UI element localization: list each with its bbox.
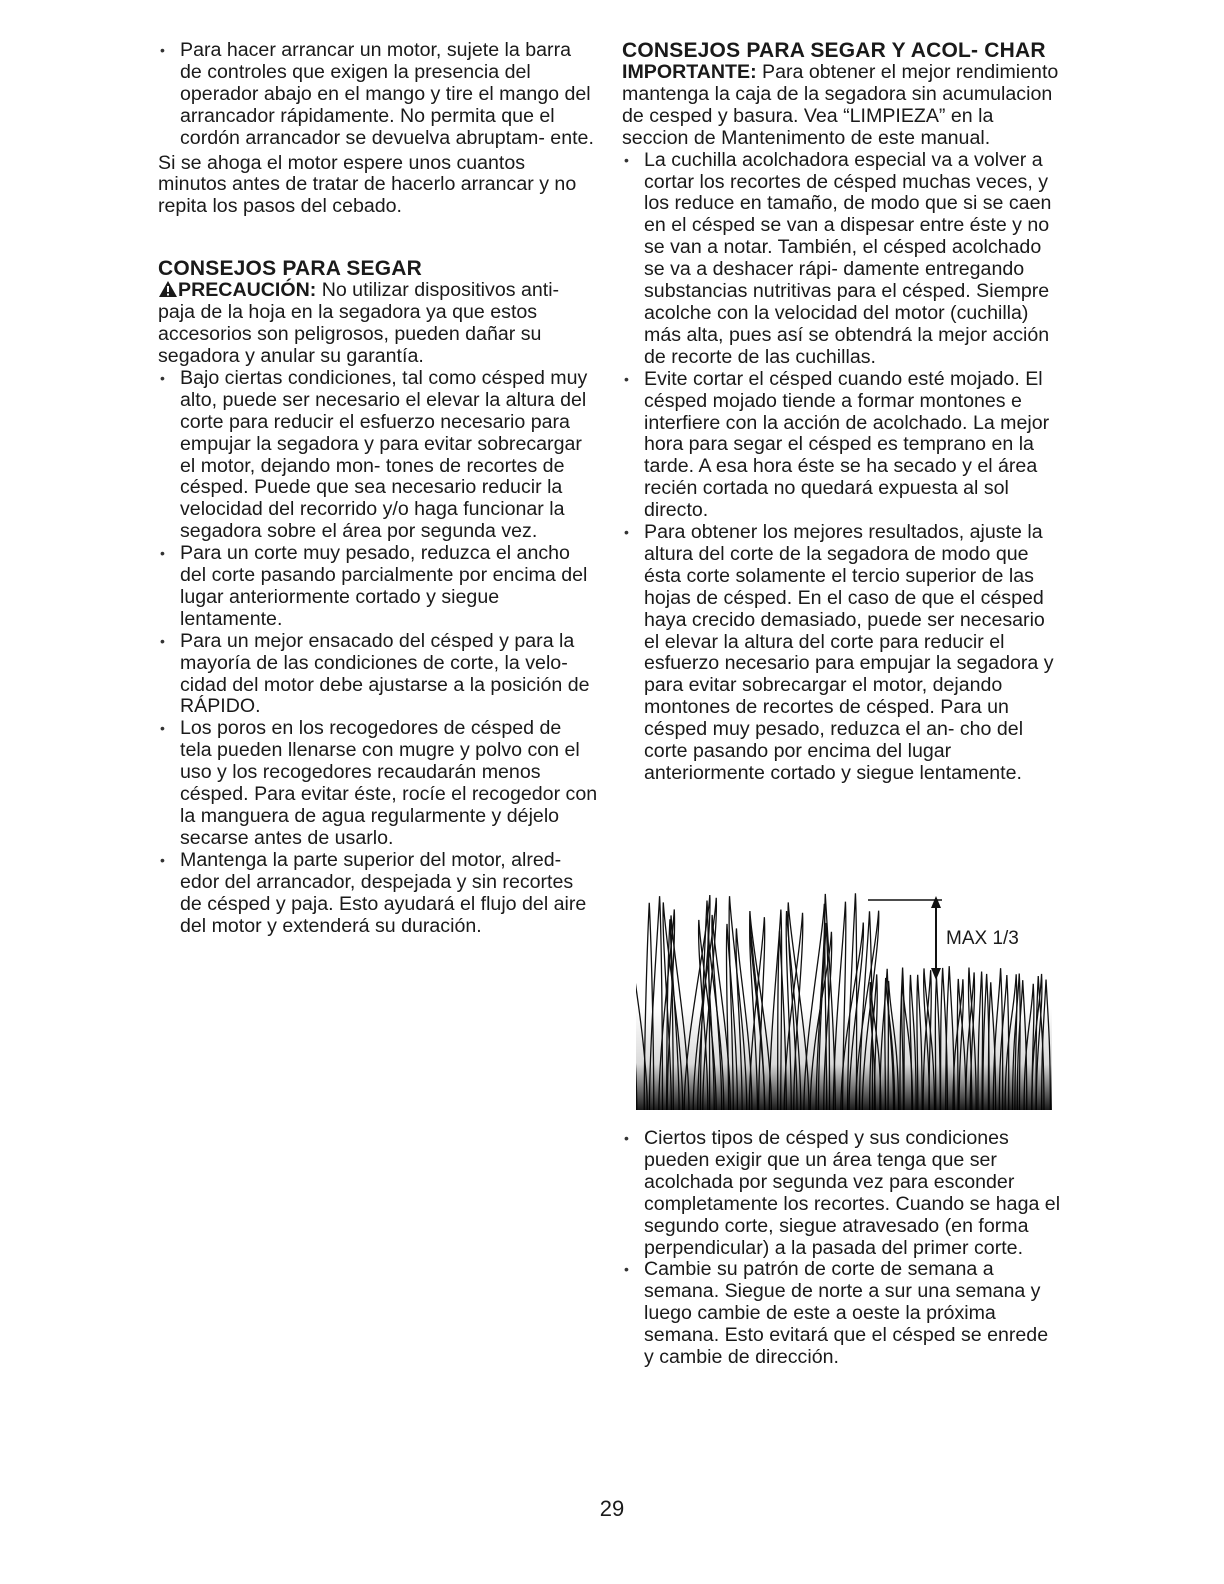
list-item: • Cambie su patrón de corte de semana a semana. Siegue de norte a sur una semana y luego cambie de este a oeste la próxima semana. Esto evitará que el césped se enrede y cambie de dirección. xyxy=(622,1259,1062,1369)
list-item: • Bajo ciertas condiciones, tal como césped muy alto, puede ser necesario el elevar la altura del corte para reducir el esfuerzo necesario para empujar la segadora y para evitar sobrecargar el motor, dejando mon- tones de recortes de césped. Puede que sea necesario reducir la velocidad del recorrido y/o haga funcionar la segadora sobre el área por segunda vez. xyxy=(158,368,598,543)
important-paragraph xyxy=(622,62,1062,150)
list-item: • Para un corte muy pesado, reduzca el ancho del corte pasando parcialmente por encima del lugar anteriormente cortado y siegue lentamente. xyxy=(158,543,598,631)
right-column-lower xyxy=(622,1128,1062,1369)
important-text: Para obtener el mejor rendimiento mantenga la caja de la segadora sin acumulacion de cesped y basura. Vea “LIMPIEZA” en la seccion de Mantenimento de este manual. xyxy=(622,61,1059,149)
arrow-down-icon xyxy=(931,968,941,980)
page-number: 29 xyxy=(599,1496,625,1521)
caution-text: No utilizar dispositivos anti- paja de la hoja en la segadora ya que estos accesorios son peligrosos, pueden dañar su segadora y anular su garantía. xyxy=(158,279,560,367)
caution-paragraph xyxy=(158,280,598,368)
important-label: IMPORTANTE: xyxy=(622,61,757,83)
list-item: • Ciertos tipos de césped y sus condiciones pueden exigir que un área tenga que ser acolchada por segunda vez para esconder completamente los recortes. Cuando se haga el segundo corte, siegue atravesado (en forma perpendicular) a la pasada del primer corte. xyxy=(622,1128,1062,1259)
mulching-tips-list xyxy=(622,150,1062,785)
max-one-third-label: MAX 1/3 xyxy=(946,928,1019,949)
list-item: • Mantenga la parte superior del motor, alred- edor del arrancador, despejada y sin recortes de césped y paja. Esto ayudará el flujo del aire del motor y extenderá su duración. xyxy=(158,850,598,938)
list-item: • Para un mejor ensacado del césped y para la mayoría de las condiciones de corte, la velo- cidad del motor debe ajustarse a la posición de RÁPIDO. xyxy=(158,631,598,719)
section-heading-mowing-tips: CONSEJOS PARA SEGAR xyxy=(158,257,423,281)
start-bullet-list xyxy=(158,40,598,150)
mowing-tips-list xyxy=(158,368,598,938)
arrow-up-icon xyxy=(931,896,941,908)
section-heading-mulching-tips: CONSEJOS PARA SEGAR Y ACOL- CHAR xyxy=(622,39,1046,62)
list-item: • Para hacer arrancar un motor, sujete la barra de controles que exigen la presencia del operador abajo en el mango y tire el mango del arrancador rápidamente. No permita que el cordón arrancador se devuelva abruptam- ente. xyxy=(158,40,598,150)
warning-triangle-icon xyxy=(158,280,178,298)
list-item: • Para obtener los mejores resultados, ajuste la altura del corte de la segadora de modo que ésta corte solamente el tercio superior de las hojas de césped. En el caso de que el césped haya crecido demasiado, puede ser necesario el elevar la altura del corte para reducir el esfuerzo necesario para empujar la segadora y para evitar sobrecargar el motor, dejando montones de recortes de césped. Para un césped muy pesado, reduzca el an- cho del corte pasando por encima del lugar anteriormente cortado y siegue lentamente. xyxy=(622,522,1062,785)
flooded-engine-paragraph: Si se ahoga el motor espere unos cuantos minutos antes de tratar de hacerlo arrancar y no repita los pasos del cebado. xyxy=(158,151,577,218)
left-column xyxy=(158,40,598,937)
list-item: • Los poros en los recogedores de césped de tela pueden llenarse con mugre y polvo con el uso y los recogedores recaudarán menos césped. Para evitar éste, rocíe el recogedor con la manguera de agua regularmente y déjelo secarse antes de usarlo. xyxy=(158,718,598,849)
list-item: • Evite cortar el césped cuando esté mojado. El césped mojado tiende a formar montones e interfiere con la acción de acolchado. La mejor hora para segar el césped es temprano en la tarde. A esa hora éste se ha secado y el área recién cortada no quedará expuesta al sol directo. xyxy=(622,369,1062,522)
mulching-tips-list-continued xyxy=(622,1128,1062,1369)
grass-cut-height-figure xyxy=(636,888,1052,1110)
caution-label: PRECAUCIÓN: xyxy=(178,279,317,302)
right-column xyxy=(622,40,1062,785)
grass-illustration xyxy=(636,888,1052,1110)
list-item: • La cuchilla acolchadora especial va a volver a cortar los recortes de césped muchas veces, y los reduce en tamaño, de modo que si se caen en el césped se van a dispesar entre éste y no se van a notar. También, el césped acolchado se va a deshacer rápi- damente entregando substancias nutritivas para el césped. Siempre acolche con la velocidad del motor (cuchilla) más alta, pues así se obtendrá la mejor acción de recorte de las cuchillas. xyxy=(622,150,1062,369)
